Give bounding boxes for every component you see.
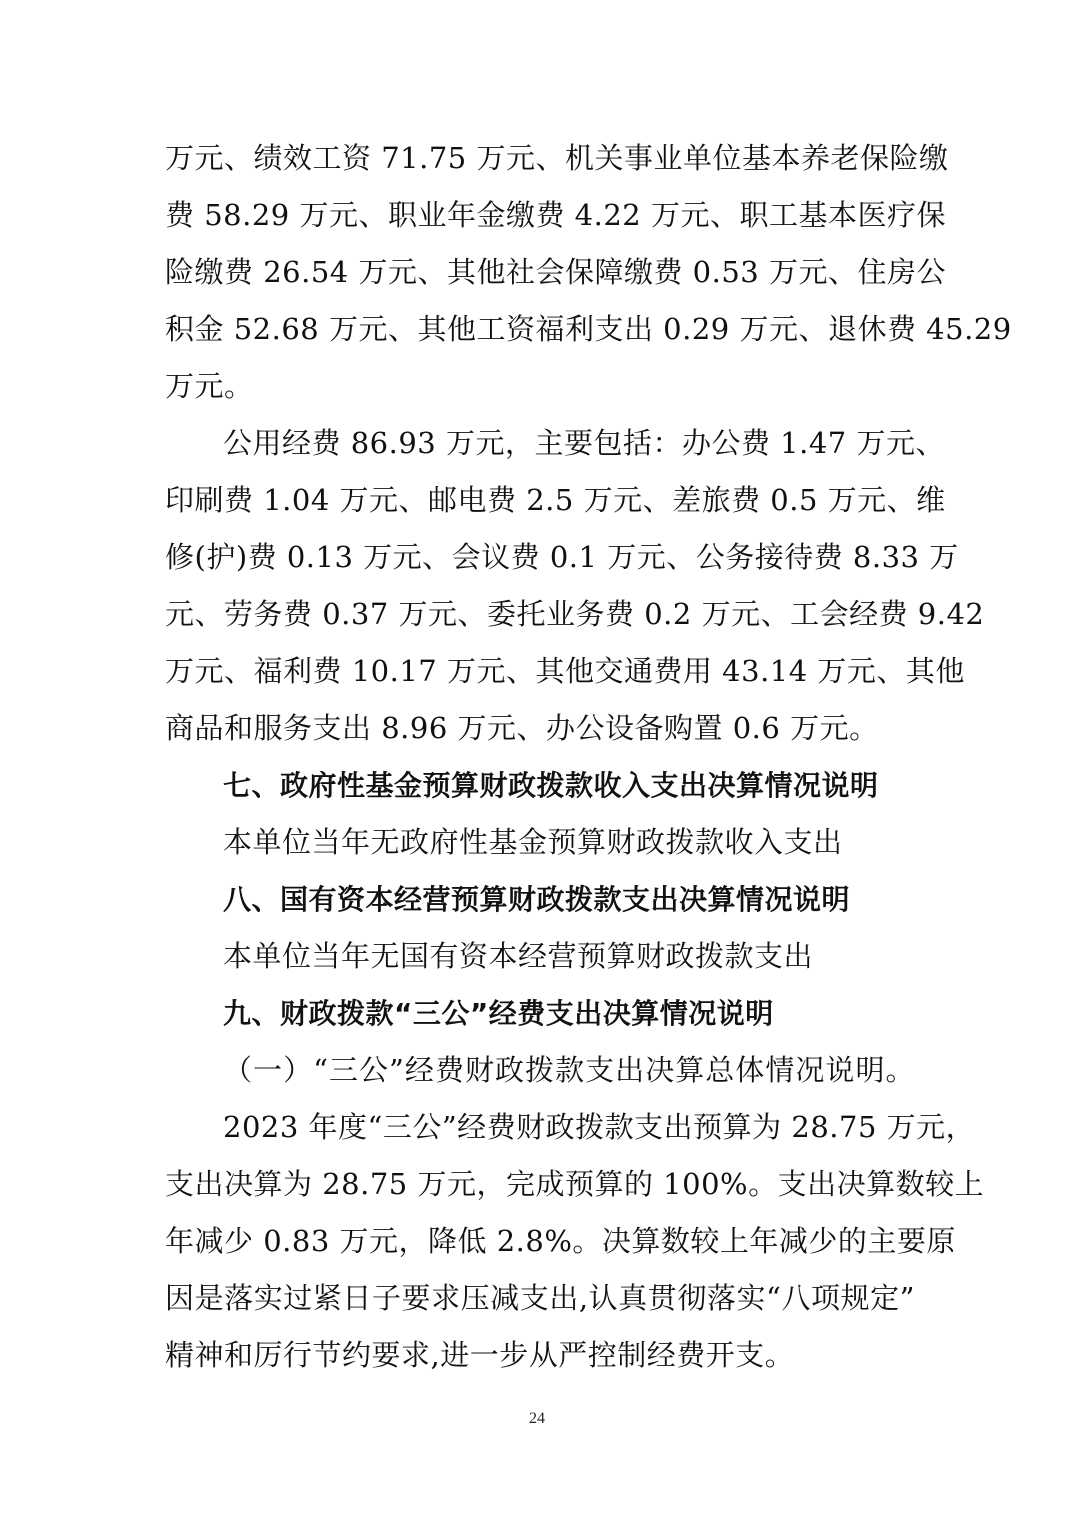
- text-line: 支出决算为 28.75 万元，完成预算的 100%。支出决算数较上: [165, 1167, 985, 1201]
- text-line: 费 58.29 万元、职业年金缴费 4.22 万元、职工基本医疗保: [165, 198, 946, 232]
- text-line: 本单位当年无政府性基金预算财政拨款收入支出: [223, 825, 843, 859]
- text-line: 精神和厉行节约要求,进一步从严控制经费开支。: [165, 1338, 795, 1372]
- text-line: 公用经费 86.93 万元，主要包括：办公费 1.47 万元、: [223, 426, 945, 460]
- subsection-heading: （一）“三公”经费财政拨款支出决算总体情况说明。: [223, 1053, 915, 1087]
- text-line: 印刷费 1.04 万元、邮电费 2.5 万元、差旅费 0.5 万元、维: [165, 483, 946, 517]
- text-line: 本单位当年无国有资本经营预算财政拨款支出: [223, 939, 814, 973]
- text-line: 2023 年度“三公”经费财政拨款支出预算为 28.75 万元，: [223, 1110, 976, 1144]
- text-line: 万元。: [165, 369, 254, 403]
- text-line: 万元、绩效工资 71.75 万元、机关事业单位基本养老保险缴: [165, 141, 949, 175]
- section-heading-9: 九、财政拨款“三公”经费支出决算情况说明: [223, 997, 774, 1030]
- text-line: 元、劳务费 0.37 万元、委托业务费 0.2 万元、工会经费 9.42: [165, 597, 985, 631]
- text-line: 年减少 0.83 万元，降低 2.8%。决算数较上年减少的主要原: [165, 1224, 956, 1258]
- text-line: 修(护)费 0.13 万元、会议费 0.1 万元、公务接待费 8.33 万: [165, 540, 959, 574]
- text-line: 因是落实过紧日子要求压减支出,认真贯彻落实“八项规定”: [165, 1281, 915, 1315]
- text-line: 险缴费 26.54 万元、其他社会保障缴费 0.53 万元、住房公: [165, 255, 946, 289]
- text-line: 万元、福利费 10.17 万元、其他交通费用 43.14 万元、其他: [165, 654, 965, 688]
- section-heading-7: 七、政府性基金预算财政拨款收入支出决算情况说明: [223, 769, 879, 802]
- page-number: 24: [529, 1410, 545, 1427]
- section-heading-8: 八、国有资本经营预算财政拨款支出决算情况说明: [223, 883, 851, 916]
- text-line: 积金 52.68 万元、其他工资福利支出 0.29 万元、退休费 45.29: [165, 312, 1012, 346]
- document-body: [165, 130, 1012, 1384]
- text-line: 商品和服务支出 8.96 万元、办公设备购置 0.6 万元。: [165, 711, 879, 745]
